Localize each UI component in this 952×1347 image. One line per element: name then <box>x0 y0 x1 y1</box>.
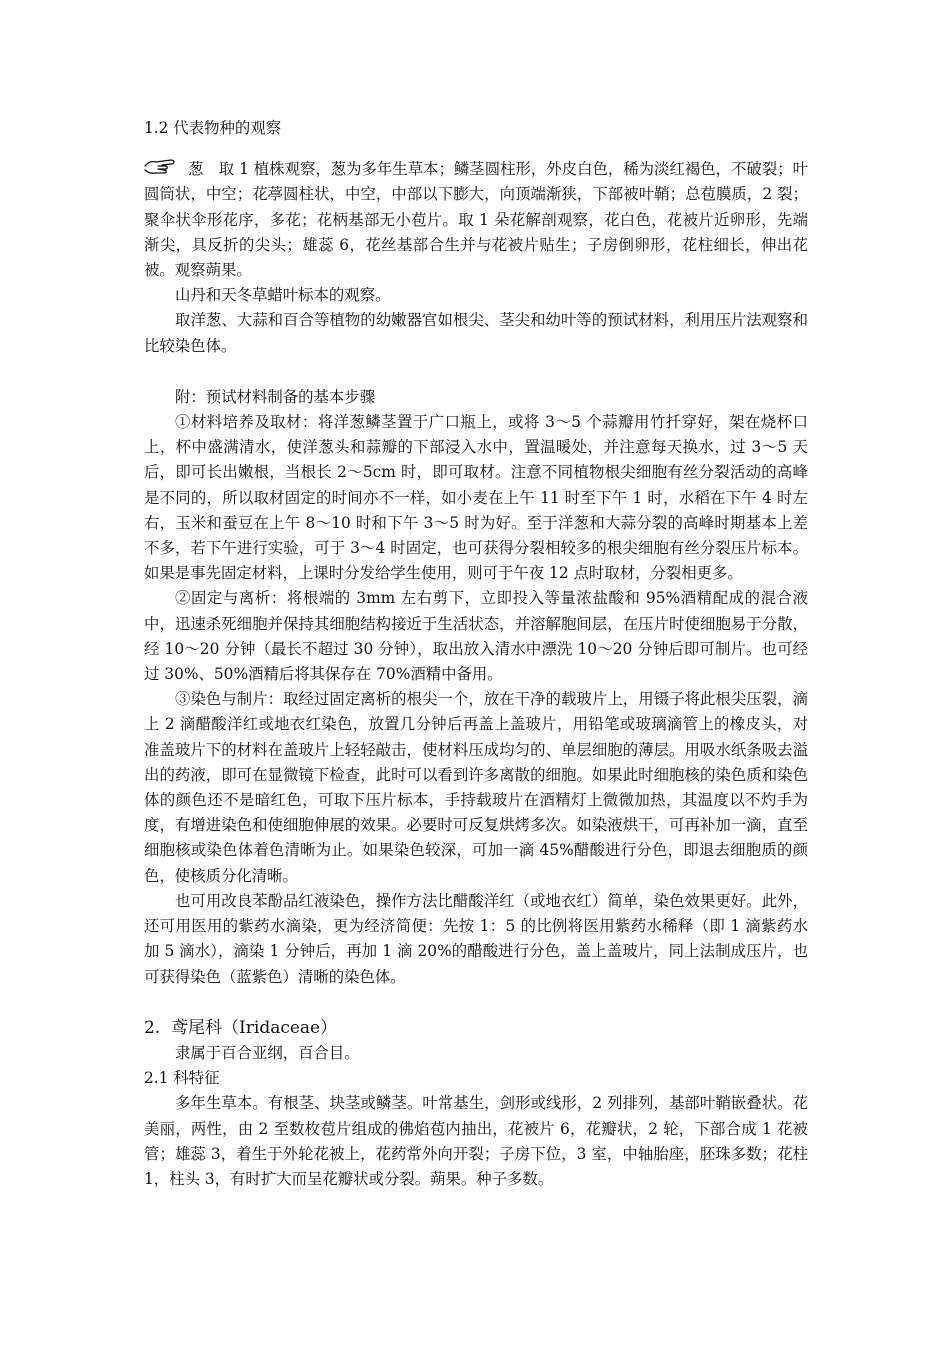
step-3-paragraph: ③染色与制片：取经过固定离析的根尖一个，放在干净的载玻片上，用镊子将此根尖压裂，滴上 2 滴醋酸洋红或地衣红染色，放置几分钟后再盖上盖玻片，用铅笔或玻璃滴管上的橡皮头，对准盖玻片下的材料在盖玻片上轻轻敲击，使材料压成均匀的、单层细胞的薄层。用吸水纸条吸去溢出的药液，即可在显微镜下检查，此时可以看到许多离散的细胞。如果此时细胞核的染色质和染色体的颜色还不是暗红色，可取下压片标本，手持载玻片在酒精灯上微微加热，其温度以不灼手为度，有增进染色和使细胞伸展的效果。必要时可反复烘烤多次。如染液烘干，可再补加一滴，直至细胞核或染色体着色清晰为止。如果染色较深，可加一滴 45%醋酸进行分色，即退去细胞质的颜色，使核质分化清晰。 <box>144 690 808 885</box>
subordinate-text: 隶属于百合亚纲，百合目。 <box>175 1043 360 1062</box>
document-body <box>144 116 808 1192</box>
pointing-hand-icon <box>144 157 178 177</box>
section-2-number: 2. <box>144 1017 161 1038</box>
materials-paragraph: 取洋葱、大蒜和百合等植物的幼嫩器官如根尖、茎尖和幼叶等的预试材料，利用压片法观察和比较染色体。 <box>144 311 808 355</box>
section-heading-1-2: 1.2 代表物种的观察 <box>144 119 282 137</box>
onion-paragraph <box>144 157 808 283</box>
alternative-method-paragraph: 也可用改良苯酚品红液染色，操作方法比醋酸洋红（或地衣红）简单，染色效果更好。此外，还可用医用的紫药水滴染，更为经济简便：先按 1：5 的比例将医用紫药水稀释（即 1 滴紫药水加 5 滴水），滴染 1 分钟后，再加 1 滴 20%的醋酸进行分色，盖上盖玻片，同上法制成压片，也可获得染色（蓝紫色）清晰的染色体。 <box>144 891 808 986</box>
specimen-paragraph: 山丹和天冬草蜡叶标本的观察。 <box>175 286 391 305</box>
onion-paragraph-text: 葱 取 1 植株观察，葱为多年生草本；鳞茎圆柱形，外皮白色，稀为淡红褐色，不破裂；叶圆筒状，中空；花葶圆柱状，中空，中部以下膨大，向顶端渐狭，下部被叶鞘；总苞膜质，2 裂；聚伞状伞形花序，多花；花柄基部无小苞片。取 1 朵花解剖观察，花白色，花被片近卵形，先端渐尖，具反折的尖头；雄蕊 6，花丝基部合生并与花被片贴生；子房倒卵形，花柱细长，伸出花被。观察蒴果。 <box>144 160 808 280</box>
section-2-title: 鸢尾科（Iridaceae） <box>171 1017 338 1038</box>
step-2-paragraph: ②固定与离析：将根端的 3mm 左右剪下，立即投入等量浓盐酸和 95%酒精配成的混合液中，迅速杀死细胞并保持其细胞结构接近于生活状态，并溶解胞间层，在压片时使细胞易于分散，经 10～20 分钟（最长不超过 30 分钟），取出放入清水中漂洗 10～20 分钟后即可制片。也可经过 30%、50%酒精后将其保存在 70%酒精中备用。 <box>144 589 808 684</box>
section-heading-2-1: 2.1 科特征 <box>144 1069 220 1088</box>
family-features-paragraph: 多年生草本。有根茎、块茎或鳞茎。叶常基生，剑形或线形，2 列排列，基部叶鞘嵌叠状。花美丽，两性，由 2 至数枚苞片组成的佛焰苞内抽出，花被片 6，花瓣状，2 轮，下部合成 1 花被管；雄蕊 3，着生于外轮花被上，花药常外向开裂；子房下位，3 室，中轴胎座，胚珠多数；花柱 1，柱头 3，有时扩大而呈花瓣状或分裂。蒴果。种子多数。 <box>144 1094 808 1188</box>
step-1-paragraph: ①材料培养及取材：将洋葱鳞茎置于广口瓶上，或将 3～5 个蒜瓣用竹扦穿好，架在烧杯口上，杯中盛满清水，使洋葱头和蒜瓣的下部浸入水中，置温暖处，并注意每天换水，过 3～5 天后，即可长出嫩根，当根长 2～5cm 时，即可取材。注意不同植物根尖细胞有丝分裂活动的高峰是不同的，所以取材固定的时间亦不一样，如小麦在上午 11 时至下午 1 时，水稻在下午 4 时左右，玉米和蚕豆在上午 8～10 时和下午 3～5 时为好。至于洋葱和大蒜分裂的高峰时期基本上差不多，若下午进行实验，可于 3～4 时固定，也可获得分裂相较多的根尖细胞有丝分裂压片标本。如果是事先固定材料，上课时分发给学生使用，则可于午夜 12 点时取材，分裂相更多。 <box>144 413 808 583</box>
section-heading-2 <box>144 1016 808 1041</box>
appendix-title: 附：预试材料制备的基本步骤 <box>175 387 376 406</box>
